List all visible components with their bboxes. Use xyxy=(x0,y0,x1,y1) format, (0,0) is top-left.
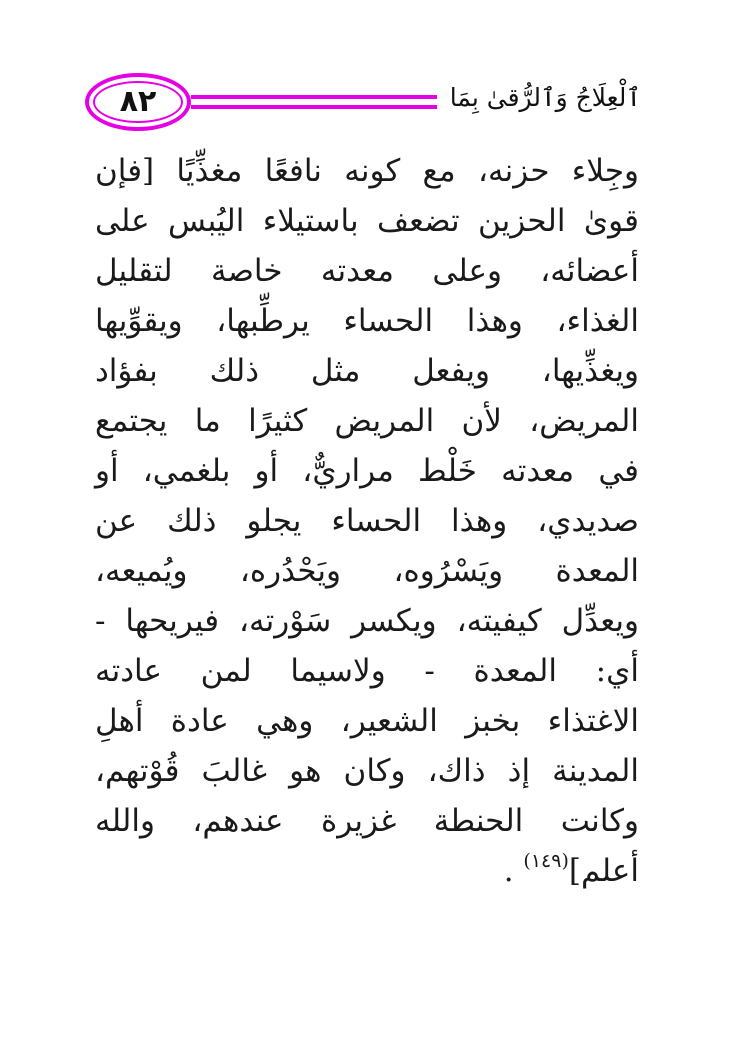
body-line: الغذاء، وهذا الحساء يرطِّبها، ويقوِّيها xyxy=(95,303,639,339)
body-line: ويعدِّل كيفيته، ويكسر سَوْرته، فيريحها - xyxy=(95,603,639,639)
body-line: المريض، لأن المريض كثيرًا ما يجتمع xyxy=(95,403,639,439)
header-rule-top xyxy=(191,95,437,99)
body-line: في معدته خَلْط مراريٌّ، أو بلغمي، أو xyxy=(95,453,639,489)
body-line: أعضائه، وعلى معدته خاصة لتقليل xyxy=(95,253,639,289)
header-rule-bottom xyxy=(191,105,437,109)
page-number-badge-inner xyxy=(93,81,183,123)
page-number-badge xyxy=(85,73,191,131)
body-line: وجِلاء حزنه، مع كونه نافعًا مغذِّيًا [فإن xyxy=(95,153,639,189)
body-line: أي: المعدة - ولاسيما لمن عادته xyxy=(95,653,639,689)
header-double-rule xyxy=(191,95,437,109)
body-last-line xyxy=(95,846,639,896)
last-line-period: . xyxy=(503,853,514,889)
running-title: ٱلْعِلَاجُ وَٱلرُّقىٰ بِمَا xyxy=(449,83,641,112)
page-header xyxy=(85,64,641,140)
body-line: صديدي، وهذا الحساء يجلو ذلك عن xyxy=(95,503,639,539)
body-line: المعدة ويَسْرُوه، ويَحْدُره، ويُميعه، xyxy=(95,553,639,589)
body-line: الاغتذاء بخبز الشعير، وهي عادة أهلِ xyxy=(95,703,639,739)
body-text xyxy=(95,146,639,896)
body-line: ويغذِّيها، ويفعل مثل ذلك بفؤاد xyxy=(95,353,639,389)
body-line: المدينة إذ ذاك، وكان هو غالبَ قُوْتهم، xyxy=(95,753,639,789)
body-line: وكانت الحنطة غزيرة عندهم، والله xyxy=(95,803,639,839)
footnote-reference[interactable]: (١٤٩) xyxy=(523,850,569,872)
page-number: ٨٢ xyxy=(119,84,157,119)
last-line-text: أعلم] xyxy=(568,853,639,889)
body-line: قوىٰ الحزين تضعف باستيلاء اليُبس على xyxy=(95,203,639,239)
